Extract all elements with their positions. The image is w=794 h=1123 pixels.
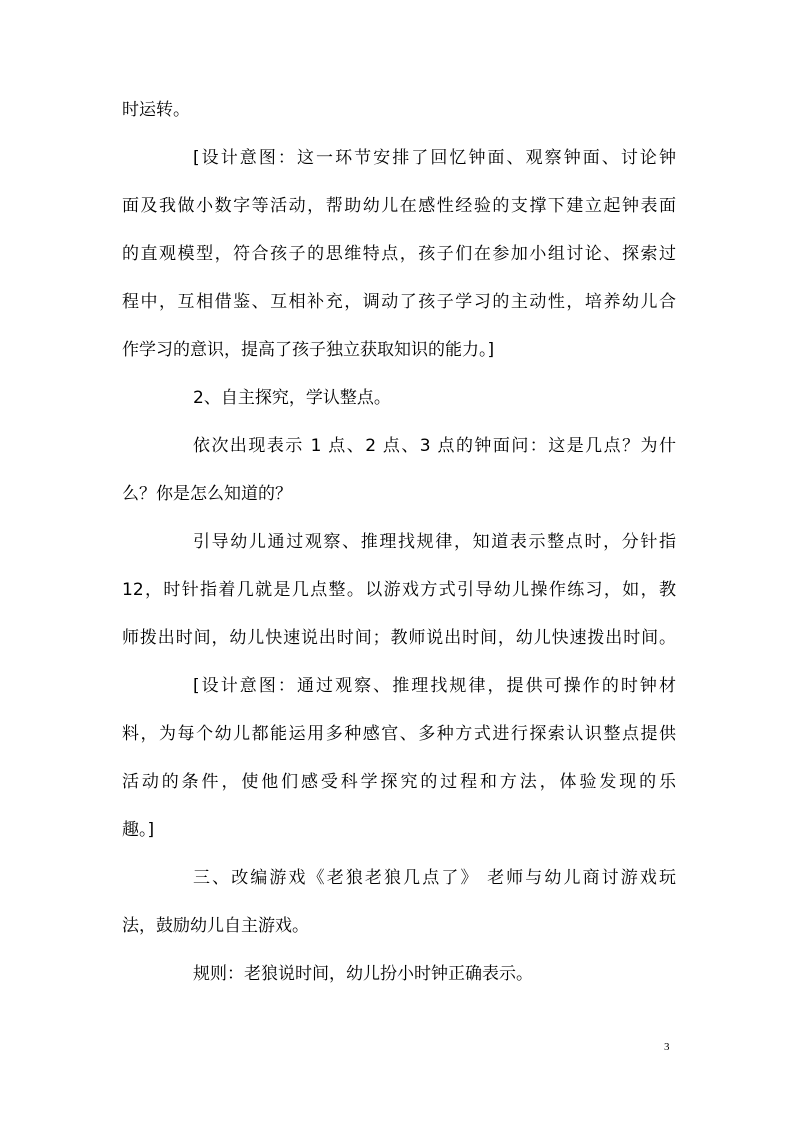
design-intent-line: 面及我做小数字等活动，帮助幼儿在感性经验的支撑下建立起钟表面	[122, 196, 676, 216]
design-intent-line: 趣。]	[122, 820, 155, 840]
paragraph-line: 引导幼儿通过观察、推理找规律，知道表示整点时，分针指	[193, 532, 676, 552]
paragraph-line: 时运转。	[122, 100, 190, 120]
design-intent-line: [设计意图：这一环节安排了回忆钟面、观察钟面、讨论钟	[193, 148, 676, 168]
paragraph-line: 法，鼓励幼儿自主游戏。	[122, 916, 309, 936]
paragraph-line: 依次出现表示 1 点、2 点、3 点的钟面问：这是几点？为什	[193, 436, 676, 456]
paragraph-line: 么？你是怎么知道的？	[122, 484, 292, 504]
design-intent-line: 活动的条件，使他们感受科学探究的过程和方法，体验发现的乐	[122, 772, 676, 792]
paragraph-line: 12，时针指着几就是几点整。以游戏方式引导幼儿操作练习，如，教	[122, 580, 676, 600]
design-intent-line: 的直观模型，符合孩子的思维特点，孩子们在参加小组讨论、探索过	[122, 244, 676, 264]
paragraph-line: 规则：老狼说时间，幼儿扮小时钟正确表示。	[193, 964, 533, 984]
design-intent-line: 程中，互相借鉴、互相补充，调动了孩子学习的主动性，培养幼儿合	[122, 292, 676, 312]
design-intent-line: 料，为每个幼儿都能运用多种感官、多种方式进行探索认识整点提供	[122, 724, 676, 744]
page-number: 3	[664, 1041, 670, 1053]
paragraph-line: 师拨出时间，幼儿快速说出时间；教师说出时间，幼儿快速拨出时间。	[122, 628, 676, 648]
section-heading: 三、改编游戏《老狼老狼几点了》 老师与幼儿商讨游戏玩	[193, 868, 676, 888]
section-heading: 2、自主探究，学认整点。	[193, 388, 391, 408]
design-intent-line: [设计意图：通过观察、推理找规律，提供可操作的时钟材	[193, 676, 676, 696]
design-intent-line: 作学习的意识，提高了孩子独立获取知识的能力。]	[122, 340, 495, 360]
